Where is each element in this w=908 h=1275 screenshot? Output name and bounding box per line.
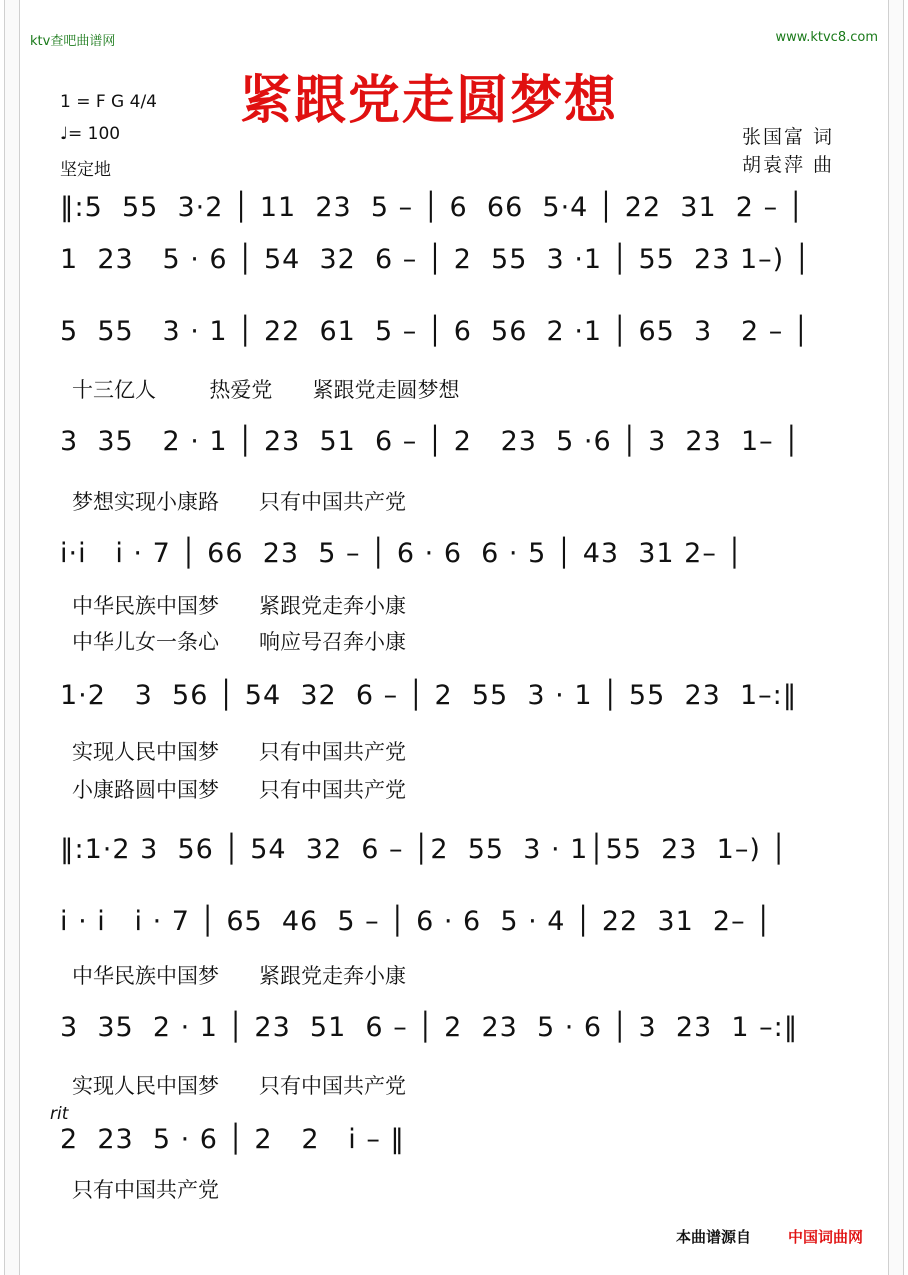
song-title: 紧跟党走圆梦想 xyxy=(240,71,619,131)
notation-line-1: ‖:5 55 3·2 │ 11 23 5 – │ 6 66 5·4 │ 22 31 2 – │ xyxy=(60,192,805,223)
notation-line-2: 1 23 5 · 6 │ 54 32 6 – │ 2 55 3 ·1 │ 55 23 1–) │ xyxy=(60,244,812,275)
lyric-line-6: 小康路圆中国梦 只有中国共产党 xyxy=(72,778,407,802)
lyric-line-8: 实现人民中国梦 只有中国共产党 xyxy=(72,1074,407,1098)
site-url-right: www.ktvc8.com xyxy=(775,30,878,45)
lyric-line-5: 实现人民中国梦 只有中国共产党 xyxy=(72,740,407,764)
ritardando-marking: rit xyxy=(50,1104,69,1124)
lyric-line-9: 只有中国共产党 xyxy=(72,1178,219,1202)
lyric-line-3: 中华民族中国梦 紧跟党走奔小康 xyxy=(72,594,407,618)
lyric-line-1: 十三亿人 热爱党 紧跟党走圆梦想 xyxy=(72,378,460,402)
tempo-marking: ♩= 100 xyxy=(60,124,121,144)
notation-line-4: 3 35 2 · 1 │ 23 51 6 – │ 2 23 5 ·6 │ 3 23 1– │ xyxy=(60,426,801,457)
expression-marking: 坚定地 xyxy=(60,160,111,180)
notation-line-10: 2 23 5 · 6 │ 2 2 i – ‖ xyxy=(60,1124,405,1155)
key-signature: 1 = F G 4/4 xyxy=(60,92,157,112)
notation-line-8: i · i i · 7 │ 65 46 5 – │ 6 · 6 5 · 4 │ 22 31 2– │ xyxy=(60,906,773,937)
source-label: 本曲谱源自 xyxy=(676,1228,752,1246)
notation-line-3: 5 55 3 · 1 │ 22 61 5 – │ 6 56 2 ·1 │ 65 3 2 – │ xyxy=(60,316,811,347)
notation-line-7: ‖:1·2 3 56 │ 54 32 6 – │2 55 3 · 1│55 23 1–) │ xyxy=(60,834,788,865)
lyricist-credit: 张国富 词 xyxy=(742,126,835,148)
notation-line-9: 3 35 2 · 1 │ 23 51 6 – │ 2 23 5 · 6 │ 3 23 1 –:‖ xyxy=(60,1012,799,1043)
lyric-line-4: 中华儿女一条心 响应号召奔小康 xyxy=(72,630,407,654)
composer-credit: 胡袁萍 曲 xyxy=(742,154,835,176)
notation-line-6: 1·2 3 56 │ 54 32 6 – │ 2 55 3 · 1 │ 55 23 1–:‖ xyxy=(60,680,798,711)
notation-line-5: i·i i · 7 │ 66 23 5 – │ 6 · 6 6 · 5 │ 43 31 2– │ xyxy=(60,538,744,569)
right-page-border xyxy=(888,0,904,1275)
left-page-border xyxy=(4,0,20,1275)
source-site-name: 中国词曲网 xyxy=(788,1228,864,1246)
lyric-line-2: 梦想实现小康路 只有中国共产党 xyxy=(72,490,407,514)
lyric-line-7: 中华民族中国梦 紧跟党走奔小康 xyxy=(72,964,407,988)
site-name-left: ktv查吧曲谱网 xyxy=(30,34,116,49)
